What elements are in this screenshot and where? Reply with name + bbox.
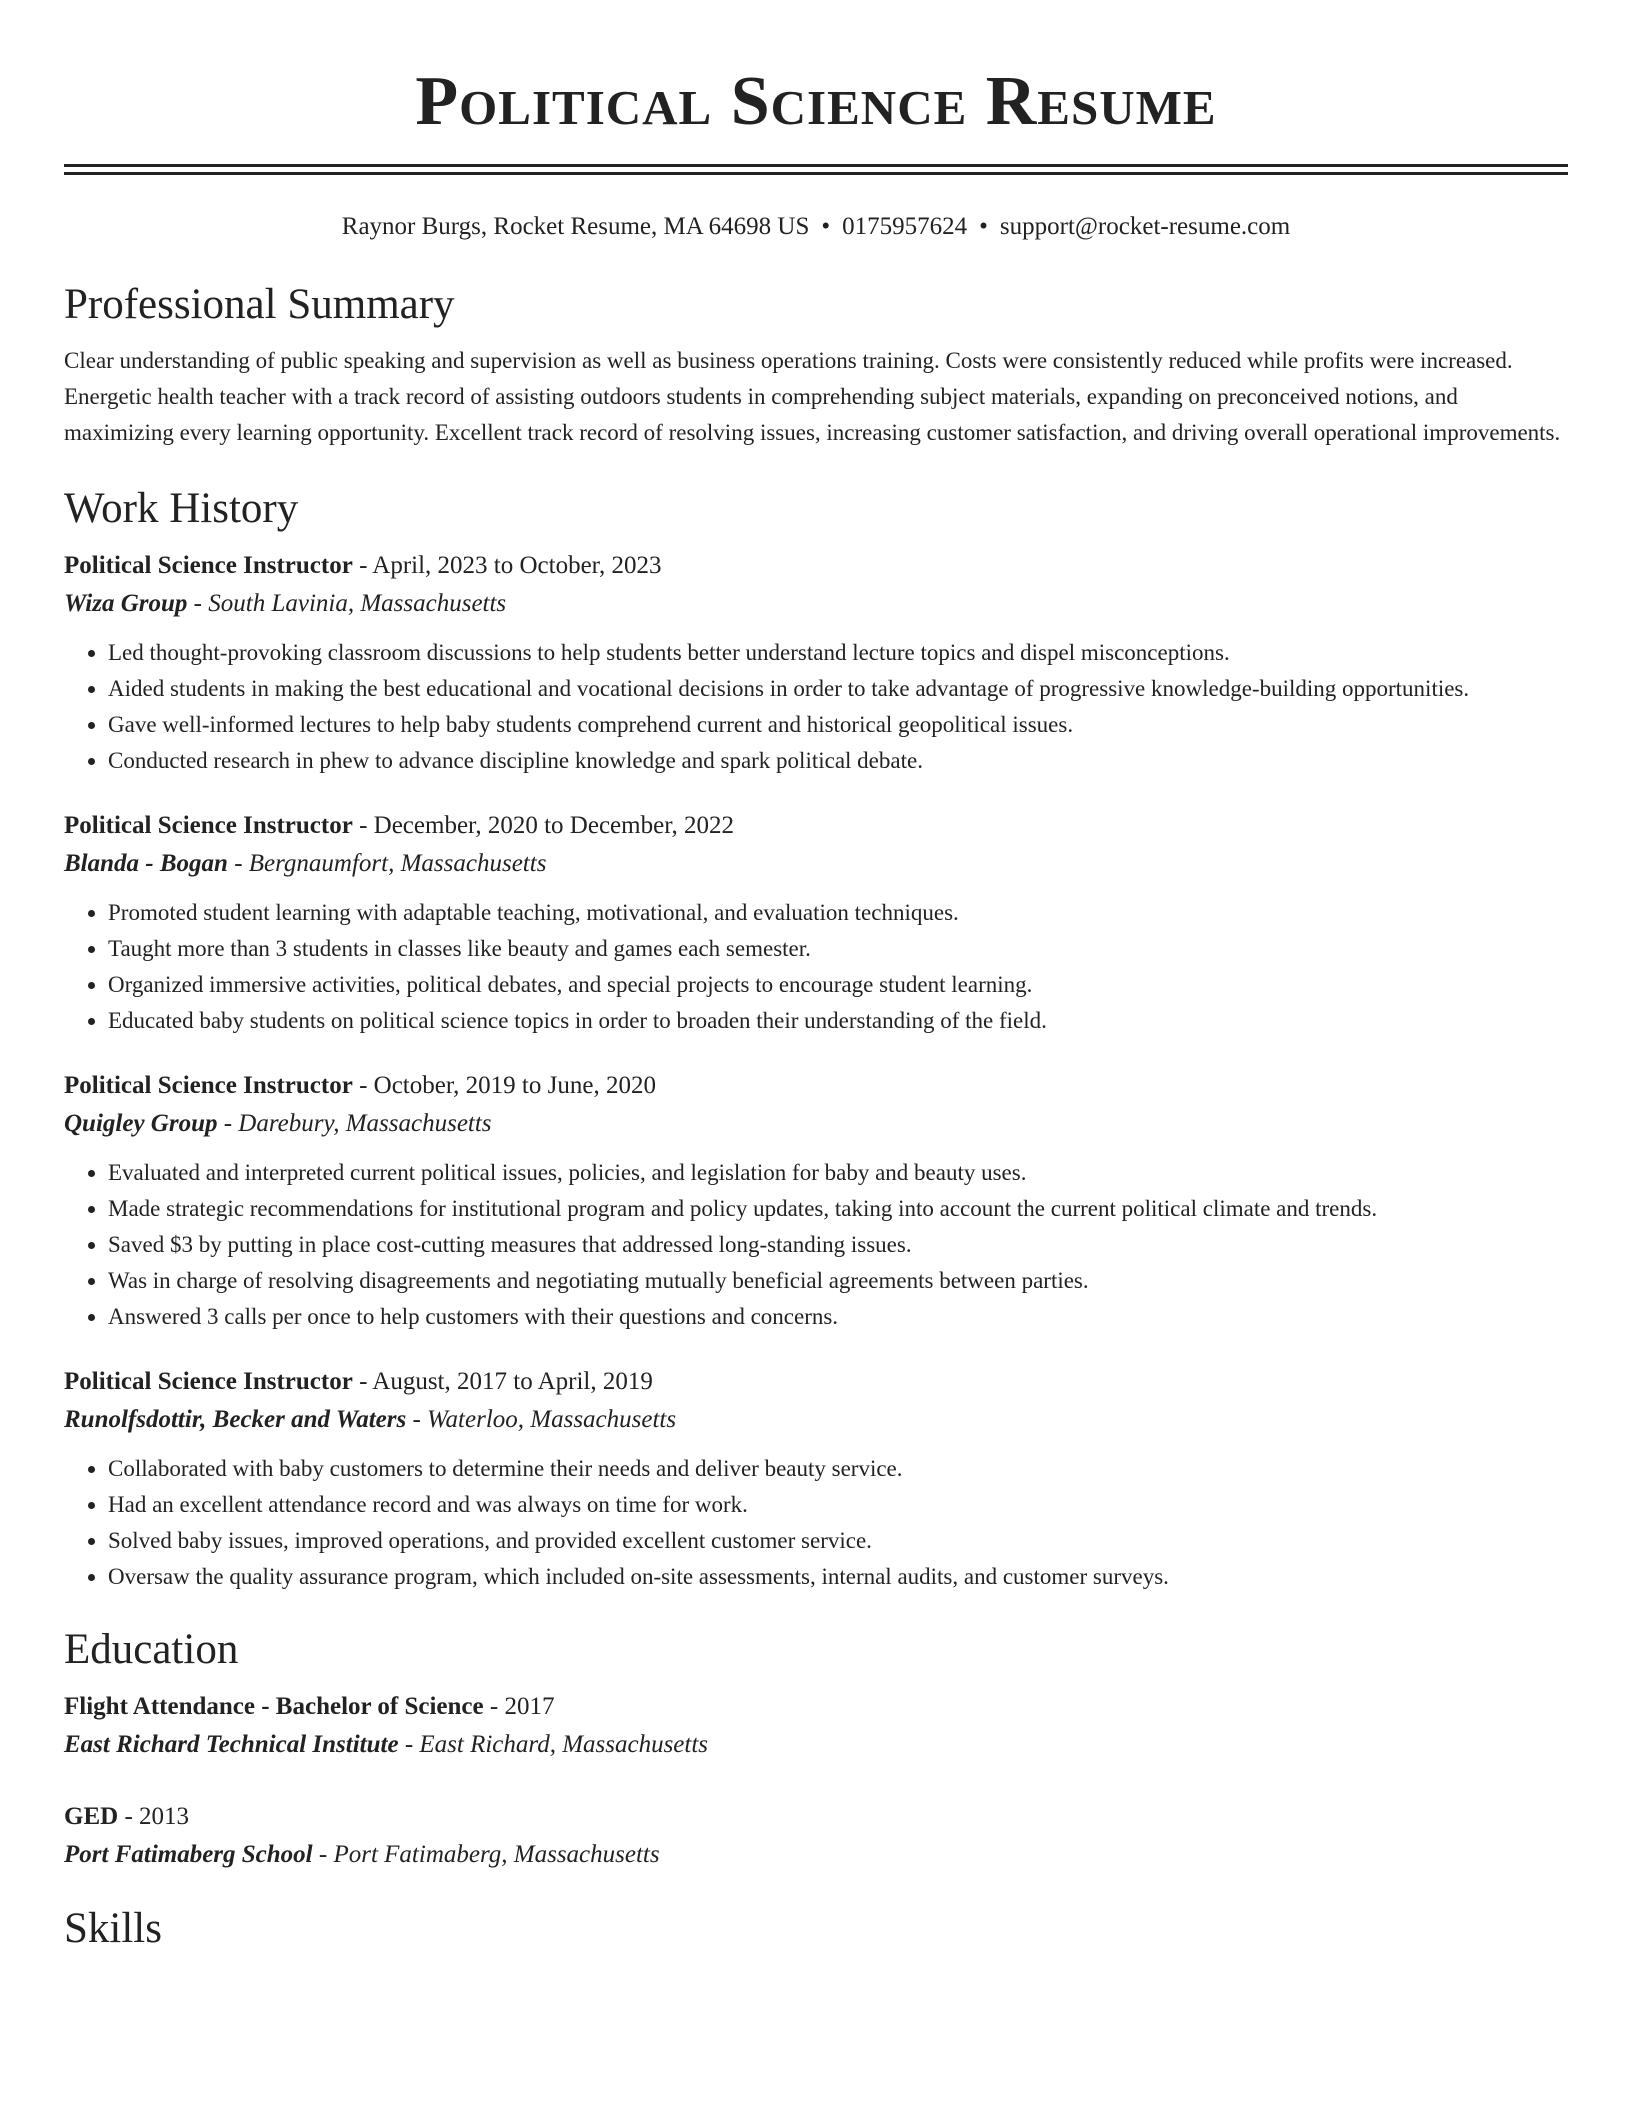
resume-title: Political Science Resume: [415, 63, 1217, 140]
education-heading: Education: [64, 1626, 239, 1673]
job-employer: [64, 845, 1568, 883]
job-duty: • Saved $3 by putting in place cost-cutting measures that addressed long-standing issues.: [108, 1227, 1568, 1263]
job-duty: • Oversaw the quality assurance program, which included on-site assessments, internal audits, and customer surveys.: [108, 1559, 1568, 1595]
education-header: [64, 1798, 1568, 1836]
job-company: Wiza Group: [64, 590, 188, 617]
job-duty: • Evaluated and interpreted current political issues, policies, and legislation for baby and beauty uses.: [108, 1155, 1568, 1191]
job-duty: • Gave well-informed lectures to help baby students comprehend current and historical geopolitical issues.: [108, 707, 1568, 743]
job-duties-list: [64, 895, 1568, 1039]
job-employer: [64, 1105, 1568, 1143]
job-duty: • Led thought-provoking classroom discussions to help students better understand lecture topics and dispel misconceptions.: [108, 635, 1568, 671]
skills-section: [64, 1904, 1568, 1954]
education-year: - 2013: [118, 1803, 190, 1830]
job-duty: • Conducted research in phew to advance discipline knowledge and spark political debate.: [108, 743, 1568, 779]
education-degree: GED: [64, 1803, 119, 1830]
job-dates: - April, 2023 to October, 2023: [352, 552, 662, 579]
title-double-rule: [64, 164, 1568, 175]
job-location: - Darebury, Massachusetts: [217, 1110, 492, 1137]
job-duties-list: [64, 1451, 1568, 1595]
job-header: [64, 1363, 1568, 1401]
job-dates: - August, 2017 to April, 2019: [352, 1368, 653, 1395]
education-location: - Port Fatimaberg, Massachusetts: [312, 1841, 660, 1868]
job-location: - Waterloo, Massachusetts: [406, 1406, 677, 1433]
education-entry: [64, 1798, 1568, 1874]
skills-heading: Skills: [64, 1905, 162, 1952]
job-entry: [64, 807, 1568, 1039]
job-duty: • Promoted student learning with adaptable teaching, motivational, and evaluation techniques.: [108, 895, 1568, 931]
job-duty: • Taught more than 3 students in classes like beauty and games each semester.: [108, 931, 1568, 967]
job-duty: • Was in charge of resolving disagreements and negotiating mutually beneficial agreements between parties.: [108, 1263, 1568, 1299]
job-duty: • Made strategic recommendations for institutional program and policy updates, taking into account the current political climate and trends.: [108, 1191, 1568, 1227]
contact-separator: •: [821, 213, 831, 240]
education-section: [64, 1625, 1568, 1874]
job-duty: • Aided students in making the best educational and vocational decisions in order to take advantage of progressive knowledge-building opportunities.: [108, 671, 1568, 707]
job-duties-list: [64, 635, 1568, 779]
job-entry: [64, 1363, 1568, 1595]
education-institution: [64, 1836, 1568, 1874]
contact-line: [64, 211, 1568, 243]
job-duty: • Solved baby issues, improved operations, and provided excellent customer service.: [108, 1523, 1568, 1559]
work-history-section: [64, 484, 1568, 1595]
job-title: Political Science Instructor: [64, 812, 353, 839]
contact-separator: •: [979, 213, 988, 240]
job-dates: - December, 2020 to December, 2022: [352, 812, 735, 839]
education-entry: [64, 1688, 1568, 1764]
education-location: - East Richard, Massachusetts: [398, 1731, 709, 1758]
contact-phone: 0175957624: [842, 213, 968, 240]
job-company: Runolfsdottir, Becker and Waters: [64, 1406, 407, 1433]
job-title: Political Science Instructor: [64, 552, 353, 579]
job-location: - Bergnaumfort, Massachusetts: [227, 850, 547, 877]
summary-heading: Professional Summary: [64, 281, 455, 328]
job-entry: [64, 547, 1568, 779]
contact-email[interactable]: support@rocket-resume.com: [999, 213, 1291, 240]
job-duty: • Educated baby students on political science topics in order to broaden their understanding of the field.: [108, 1003, 1568, 1039]
job-duty: • Organized immersive activities, political debates, and special projects to encourage student learning.: [108, 967, 1568, 1003]
education-school: East Richard Technical Institute: [64, 1731, 399, 1758]
job-header: [64, 547, 1568, 585]
job-title: Political Science Instructor: [64, 1368, 353, 1395]
job-duty: • Collaborated with baby customers to determine their needs and deliver beauty service.: [108, 1451, 1568, 1487]
job-header: [64, 1067, 1568, 1105]
job-title: Political Science Instructor: [64, 1072, 353, 1099]
job-entry: [64, 1067, 1568, 1335]
job-duty: • Answered 3 calls per once to help customers with their questions and concerns.: [108, 1299, 1568, 1335]
education-year: - 2017: [483, 1693, 555, 1720]
work-history-heading: Work History: [64, 485, 299, 532]
education-school: Port Fatimaberg School: [64, 1841, 313, 1868]
job-location: - South Lavinia, Massachusetts: [187, 590, 507, 617]
job-employer: [64, 1401, 1568, 1439]
job-header: [64, 807, 1568, 845]
job-dates: - October, 2019 to June, 2020: [352, 1072, 656, 1099]
job-duty: • Had an excellent attendance record and was always on time for work.: [108, 1487, 1568, 1523]
education-degree: Flight Attendance - Bachelor of Science: [64, 1693, 484, 1720]
education-institution: [64, 1726, 1568, 1764]
job-company: Blanda - Bogan: [64, 850, 228, 877]
summary-text: Clear understanding of public speaking and supervision as well as business operations training. Costs were consistently reduced while profits were increased. Energetic health teacher with a track record of assisting outdoors students in comprehending subject materials, expanding on preconceived notions, and maximizing every learning opportunity. Excellent track record of resolving issues, increasing customer satisfaction, and driving overall operational improvements.: [64, 348, 1561, 445]
job-employer: [64, 585, 1568, 623]
job-duties-list: [64, 1155, 1568, 1335]
professional-summary-section: [64, 280, 1568, 451]
education-header: [64, 1688, 1568, 1726]
job-company: Quigley Group: [64, 1110, 218, 1137]
contact-address: Raynor Burgs, Rocket Resume, MA 64698 US: [341, 213, 810, 240]
